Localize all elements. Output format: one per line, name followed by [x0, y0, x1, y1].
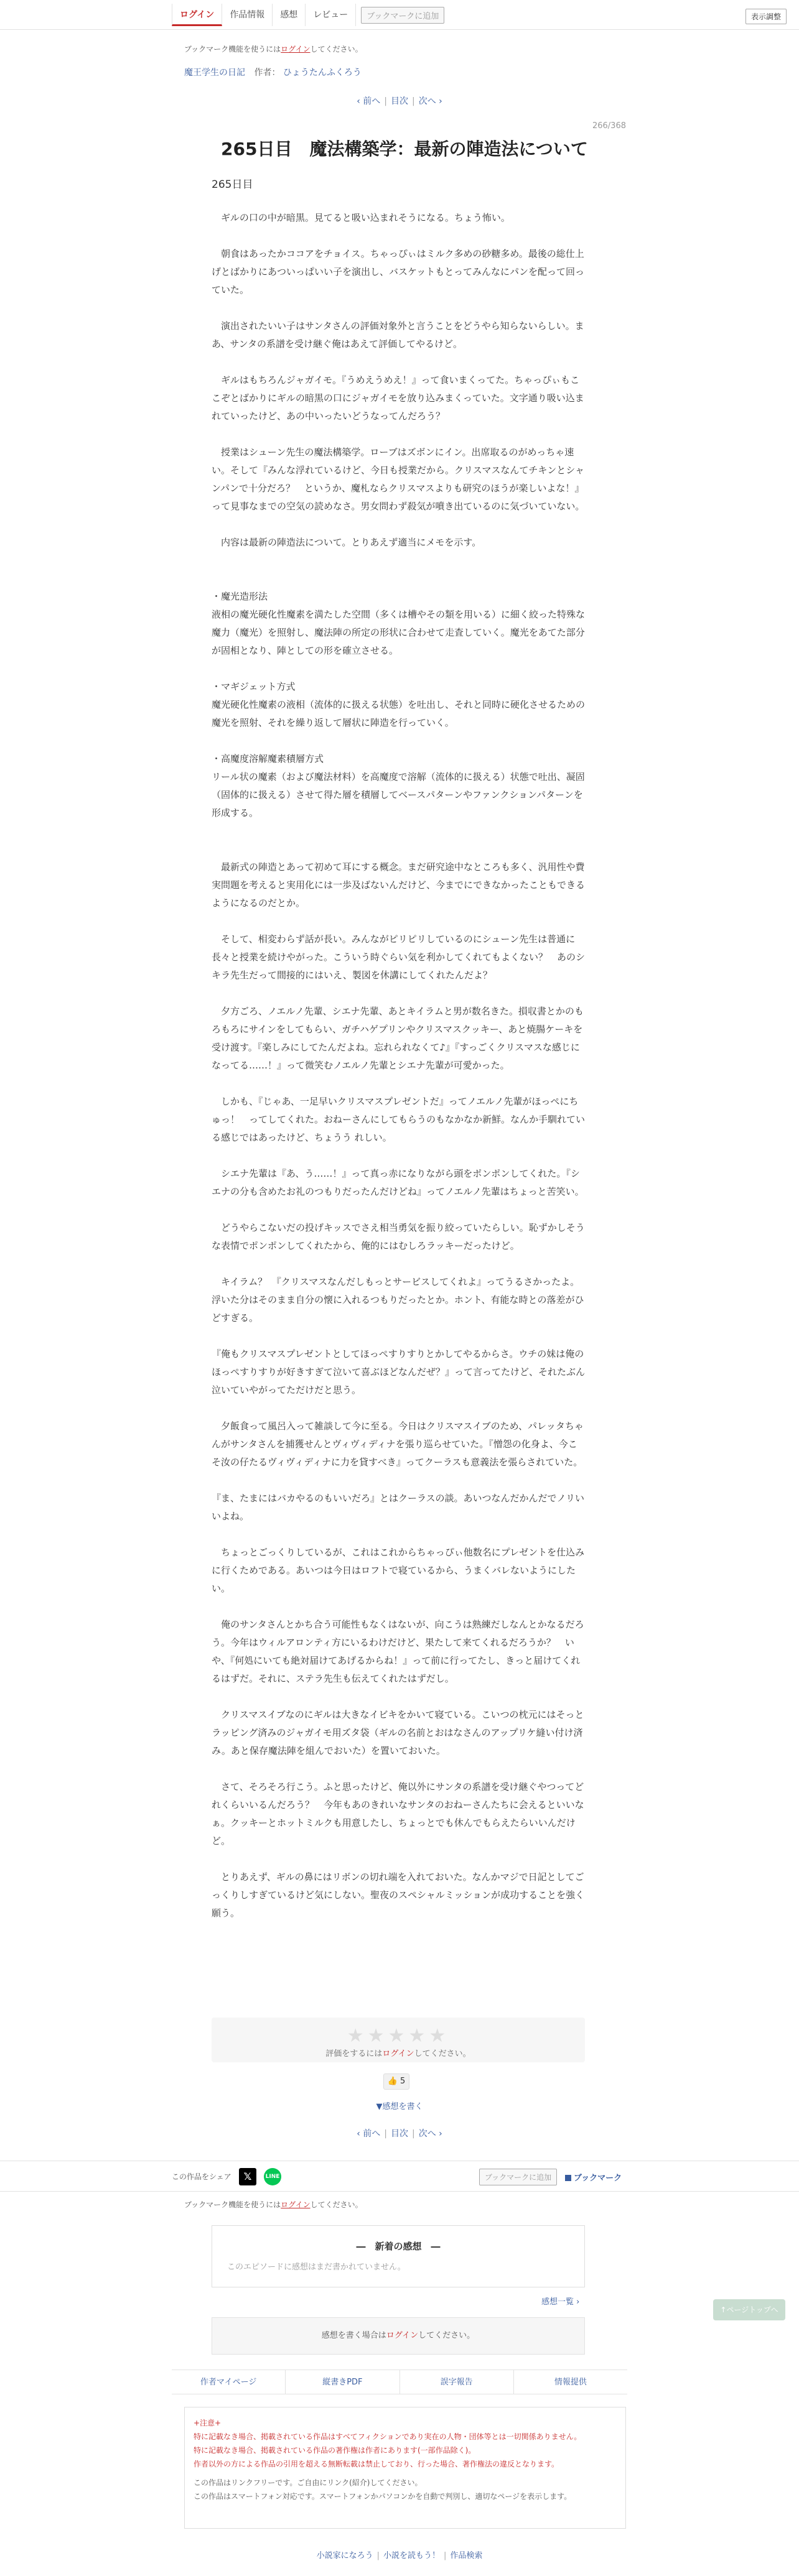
- body-paragraph: シエナ先輩は『あ、う……！』って真っ赤になりながら頭をポンポンしてくれた。『シエナの分も含めたお礼のつもりだったんだけどね』ってノエルノ先輩はちょっと苦笑い。: [212, 1168, 584, 1197]
- episode-subtitle: 265日目: [212, 178, 253, 191]
- rating-stars[interactable]: ★★★★★: [347, 2025, 450, 2047]
- author-link[interactable]: ひょうたんふくろう: [283, 68, 362, 78]
- body-paragraph: ・魔光造形法 液相の魔光硬化性魔素を満たした空間（多くは槽やその類を用いる）に細く絞った特殊な魔力（魔光）を照射し、魔法陣の所定の形状に合わせて走査していく。魔光をあてた部分が固相となり、陣としての形を確立させる。: [212, 591, 586, 656]
- bookmark-icon: [565, 2175, 571, 2181]
- next-link-bottom[interactable]: 次へ ›: [418, 2129, 442, 2139]
- body-paragraph: ちょっとごっくりしているが、これはこれからちゃっぴぃ他数名にプレゼントを仕込みに行くためである。あいつは今日はロフトで寝ているから、うまくバレないようにしたい。: [212, 1547, 585, 1594]
- body-paragraph: キイラム？ 『クリスマスなんだしもっとサービスしてくれよ』ってうるさかったよ。浮いた分はそのまま自分の懐に入れるつもりだったとか。ホント、有能な時との落差がひどすぎる。: [212, 1276, 584, 1323]
- notice-head: +注意+: [194, 2419, 222, 2427]
- yomou-link[interactable]: 小説を読もう！: [383, 2551, 440, 2560]
- vertical-pdf-link[interactable]: 縦書きPDF: [286, 2370, 400, 2394]
- share-label: この作品をシェア: [172, 2172, 231, 2181]
- like-button[interactable]: [383, 2073, 409, 2090]
- episode-number: 266/368: [592, 121, 626, 131]
- work-search-link[interactable]: 作品検索: [450, 2551, 483, 2560]
- body-paragraph: どうやらこないだの投げキッスでさえ相当勇気を振り絞っていたらしい。恥ずかしそうな表情でポンポンしてくれたから、俺的にはむしろラッキーだったけど。: [212, 1222, 585, 1251]
- bookmark-link[interactable]: [565, 2171, 622, 2183]
- bookmark-note-login-link[interactable]: ログイン: [281, 45, 311, 53]
- display-settings-button[interactable]: 表示調整: [745, 9, 787, 24]
- body-paragraph: 『ま、たまにはバカやるのもいいだろ』とはクーラスの談。あいつなんだかんだでノリいいよね。: [212, 1493, 584, 1522]
- notice-box: [184, 2407, 626, 2529]
- bookmark-login-note-bottom: [184, 2199, 363, 2210]
- body-paragraph: さて、そろそろ行こう。ふと思ったけど、俺以外にサンタの系譜を受け継ぐやつってどれくらいいるんだろう？ 今年もあのきれいなサンタのおねーさんたちに会えるといいなぁ。クッキーとホットミルクも用意したし、ちょっとでも休んでもらえたらいいんだけど。: [212, 1781, 584, 1846]
- write-box-text: 感想を書く場合は: [321, 2331, 386, 2340]
- novel-body: [212, 209, 585, 1940]
- body-paragraph: 演出されたいい子はサンタさんの評価対象外と言うことをどうやら知らないらしい。まあ、サンタの系譜を受け継ぐ俺はあえて評価してやるけど。: [212, 320, 584, 350]
- review-link[interactable]: レビュー: [306, 4, 356, 26]
- narou-link[interactable]: 小説家になろう: [316, 2551, 373, 2560]
- body-paragraph: ・高魔度溶解魔素積層方式 リール状の魔素（および魔法材料）を高魔度で溶解（流体的に扱える）状態で吐出、凝固（固体的に扱える）させて得た層を積層してベースパターンやファンクションパターンを形成する。: [212, 753, 585, 818]
- bottom-links: 小説家になろう | 小説を読もう！ | 作品検索: [316, 2551, 483, 2560]
- new-impressions-title: ― 新着の感想 ―: [356, 2241, 441, 2252]
- body-paragraph: 夕飯食って風呂入って雑談して今に至る。今日はクリスマスイブのため、パレッタちゃんがサンタさんを捕獲せんとヴィヴィディナを張り巡らせていた。『憎怨の化身よ、今こそ汝の仔たるヴィヴィディナに力を貸すべき』ってクーラスも意義法を張らされていた。: [212, 1420, 584, 1468]
- typo-report-link[interactable]: 誤字報告: [400, 2370, 514, 2394]
- body-paragraph: ギルの口の中が暗黒。見てると吸い込まれそうになる。ちょう怖い。: [212, 212, 510, 223]
- body-paragraph: 夕方ごろ、ノエルノ先輩、シエナ先輩、あとキイラムと男が数名きた。損収書とかのもろもろにサインをしてもらい、ガチハゲプリンやクリスマスクッキー、あと焼腸ケーキを受け渡す。『楽しみにしてたんだよね。忘れられなくて♪』『すっごくクリスマスな感じになってる……！』って微笑むノエルノ先輩とシエナ先輩が可愛かった。: [212, 1006, 584, 1071]
- body-paragraph: クリスマスイブなのにギルは大きなイビキをかいて寝ている。こいつの枕元にはそっとラッピング済みのジャガイモ用ズタ袋（ギルの名前とおはなさんのアップリケ縫い付け済み。あと保存魔法陣を組んでおいた）を置いておいた。: [212, 1709, 584, 1756]
- top-nav: [172, 4, 444, 26]
- write-box-text-after: してください。: [418, 2331, 475, 2340]
- body-paragraph: とりあえず、ギルの鼻にはリボンの切れ端を入れておいた。なんかマジで日記としてごっくりしすぎているけど気にしない。聖夜のスペシャルミッションが成功することを強く願う。: [212, 1871, 585, 1919]
- page-top-button[interactable]: ↑ページトップへ: [713, 2299, 785, 2320]
- notice-line: 作者以外の方による作品の引用を超える無断転載は禁止しており、行った場合、著作権法の違反となります。: [194, 2460, 559, 2468]
- work-title-link[interactable]: 魔王学生の日記: [184, 68, 245, 78]
- work-info: [184, 66, 362, 78]
- write-box-login-link[interactable]: ログイン: [386, 2331, 419, 2340]
- impressions-link[interactable]: 感想: [273, 4, 306, 26]
- bookmark-note2-text: ブックマーク機能を使うには: [184, 2200, 281, 2209]
- top-bar: [0, 0, 799, 30]
- notice-linkfree: この作品はリンクフリーです。ご自由にリンク(紹介)してください。: [194, 2478, 423, 2487]
- info-provide-link[interactable]: 情報提供: [554, 2378, 587, 2387]
- notice-smartphone: この作品はスマートフォン対応です。スマートフォンかパソコンかを自動で判別し、適切なページを表示します。: [194, 2492, 572, 2501]
- login-link[interactable]: ログイン: [172, 4, 222, 26]
- prev-link[interactable]: ‹ 前へ: [357, 96, 381, 106]
- toc-link-bottom[interactable]: 目次: [391, 2129, 408, 2139]
- x-share-icon[interactable]: 𝕏: [239, 2168, 256, 2185]
- pager-top: ‹ 前へ | 目次 | 次へ ›: [357, 96, 442, 106]
- bookmark-note-text-after: してください。: [310, 45, 363, 53]
- rating-note: [212, 2047, 585, 2059]
- toc-link[interactable]: 目次: [391, 96, 408, 106]
- prev-link-bottom[interactable]: ‹ 前へ: [357, 2129, 381, 2139]
- work-info-link[interactable]: 作品情報: [222, 4, 273, 26]
- footer-links: [172, 2370, 627, 2394]
- share-bar: [0, 2161, 799, 2192]
- write-impression-link[interactable]: ▼感想を書く: [376, 2102, 423, 2111]
- body-paragraph: ・マギジェット方式 魔光硬化性魔素の液相（流体的に扱える状態）を吐出し、それと同時に硬化させるための魔光を照射、それを繰り返して層状に陣造を行っていく。: [212, 681, 586, 728]
- author-label: 作者：: [254, 68, 281, 78]
- bookmark-label: ブックマーク: [574, 2174, 622, 2183]
- bookmark-add-button-bottom[interactable]: ブックマークに追加: [479, 2169, 557, 2185]
- body-paragraph: 『俺もクリスマスプレゼントとしてほっぺすりすりとかしてやるからさ。ウチの妹は俺のほっぺすりすりが好きすぎて泣いて喜ぶほどなんだぜ？』って言ってたけど、それたぶん泣いていやがってただけだと思う。: [212, 1348, 586, 1396]
- body-paragraph: 最新式の陣造とあって初めて耳にする概念。まだ研究途中なところも多く、汎用性や費実問題を考えると実用化には一歩及ばないんだけど、今までにできなかったこともできるようになるのだとか。: [212, 861, 586, 909]
- body-paragraph: しかも、『じゃあ、一足早いクリスマスプレゼントだ』ってノエルノ先輩がほっぺにちゅっ！ ってしてくれた。おねーさんにしてもらうのもなかなか新鮮。なんか手馴れている感じではあったけど、ちょうう れしい。: [212, 1096, 586, 1143]
- bookmark-login-note: [184, 44, 363, 54]
- notice-line: 特に記載なき場合、掲載されている作品の著作権は作者にあります(一部作品除く)。: [194, 2446, 476, 2455]
- body-paragraph: そして、相変わらず話が長い。みんながピリピリしているのにシューン先生は普通に長々と授業を続けやがった。こういう時ぐらい気を利かしてくれてもよくない？ あのシキラ先生だって間接的にはいえ、製図を休講にしてくれたんだよ？: [212, 934, 586, 981]
- body-paragraph: 朝食はあったかココアをチョイス。ちゃっぴぃはミルク多めの砂糖多め。最後の総仕上げとばかりにあついっぱいい子を演出し、バスケットもとってみんなにパンを配って回っていた。: [212, 248, 584, 295]
- line-share-icon[interactable]: LINE: [264, 2168, 281, 2185]
- no-impressions-text: このエピソードに感想はまだ書かれていません。: [227, 2263, 406, 2272]
- notice-line: 特に記載なき場合、掲載されている作品はすべてフィクションであり実在の人物・団体等とは一切関係ありません。: [194, 2432, 582, 2441]
- body-paragraph: 授業はシューン先生の魔法構築学。ローブはズボンにイン。出席取るのがめっちゃ速い。そして『みんな浮れているけど、今日も授業だから。クリスマスなんてチキンとシャンパンで十分だろ？ というか、魔札ならクリスマスよりも研究のほうが楽しいよな！』って見事なまでの空気の読めなさ。男女問わず殺気が噴き出ているのに気づいていない。: [212, 447, 585, 512]
- next-link[interactable]: 次へ ›: [418, 96, 442, 106]
- like-count: 5: [400, 2077, 406, 2086]
- rating-note-text: 評価をするには: [325, 2049, 383, 2059]
- bookmark-note2-login-link[interactable]: ログイン: [281, 2200, 311, 2209]
- rating-box: [212, 2018, 585, 2062]
- body-paragraph: 俺のサンタさんとかち合う可能性もなくはないが、向こうは熟練だしなんとかなるだろう。今年はウィルアロンティ方にいるわけだけど、果たして来てくれるだろうか？ いや、『何処にいても絶対届けてあげるからね！』って前に行ってたし、きっと届けてくれるはずだ。それに、ステラ先生も伝えてくれたはずだし。: [212, 1619, 584, 1684]
- body-paragraph: 内容は最新の陣造法について。とりあえず適当にメモを示す。: [212, 537, 482, 548]
- bookmark-add-button[interactable]: ブックマークに追加: [361, 7, 444, 24]
- bookmark-note-text: ブックマーク機能を使うには: [184, 45, 281, 53]
- rating-login-link[interactable]: ログイン: [382, 2049, 414, 2059]
- thumbs-up-icon: 👍: [387, 2077, 398, 2086]
- rating-note-text-after: してください。: [414, 2049, 471, 2059]
- write-impression-box: [212, 2317, 585, 2355]
- notice-line-gray: [194, 2476, 617, 2503]
- impressions-list-link[interactable]: 感想一覧 ›: [541, 2297, 580, 2307]
- episode-title: 265日目 魔法構築学：最新の陣造法について: [221, 139, 588, 159]
- body-paragraph: ギルはもちろんジャガイモ。『うめえうめえ！』って食いまくってた。ちゃっぴぃもここぞとばかりにギルの暗黒の口にジャガイモを放り込みまくっていた。文字通り吸い込まれていったけど、あの中いったいどうなってんだろう？: [212, 374, 584, 422]
- new-impressions-box: [212, 2225, 585, 2287]
- bookmark-note2-text-after: してください。: [310, 2200, 363, 2209]
- author-mypage-link[interactable]: 作者マイページ: [172, 2370, 286, 2394]
- pager-bottom: ‹ 前へ | 目次 | 次へ ›: [357, 2129, 442, 2139]
